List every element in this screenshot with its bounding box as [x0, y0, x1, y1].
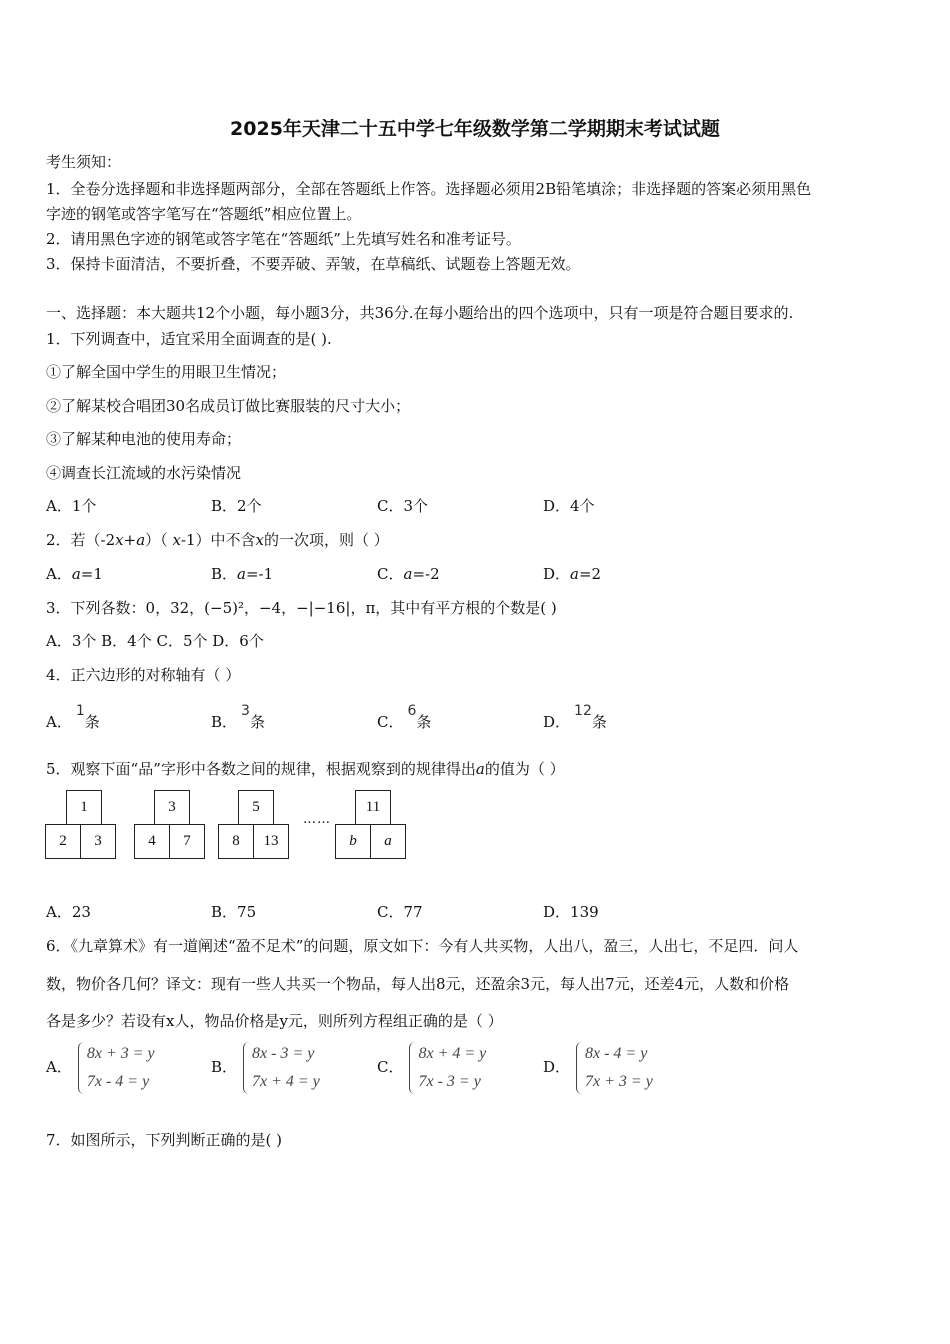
pin-4-top: 11: [355, 790, 391, 825]
question-4-option-d: D．12条: [543, 703, 607, 731]
pin-3-top: 5: [238, 790, 274, 825]
question-2-option-d: D．a=2: [543, 565, 602, 583]
question-1-statement-4: ④调查长江流域的水污染情况: [46, 464, 242, 482]
question-5-stem: 5．观察下面“品”字形中各数之间的规律，根据观察到的规律得出a的值为（ ）: [46, 760, 565, 778]
question-6-line-2: 数，物价各几何？译文：现有一些人共买一个物品，每人出8元，还盈余3元，每人出7元，还差4元，人数和价格: [46, 975, 790, 993]
q5-var-a: a: [475, 760, 485, 778]
question-1-stem: 1．下列调查中，适宜采用全面调查的是( ).: [46, 330, 332, 348]
q2-var-x: x: [115, 531, 124, 549]
q2-plus: +: [123, 531, 137, 549]
page-title: 2025年天津二十五中学七年级数学第二学期期末考试试题: [230, 118, 720, 140]
question-5-option-a: A．23: [46, 903, 91, 921]
question-5-option-c: C．77: [377, 903, 423, 921]
pin-4-right: a: [370, 824, 406, 859]
equation-system: 8x - 4 = y 7x + 3 = y: [576, 1040, 653, 1096]
question-6-option-a: A． 8x + 3 = y 7x - 4 = y: [46, 1040, 155, 1096]
pin-1-left: 2: [45, 824, 81, 859]
question-1-statement-2: ②了解某校合唱团30名成员订做比赛服装的尺寸大小；: [46, 397, 411, 415]
question-4-option-b: B．3条: [211, 703, 265, 731]
question-5-option-d: D．139: [543, 903, 599, 921]
q2-var-x3: x: [255, 531, 264, 549]
question-6-option-b: B． 8x - 3 = y 7x + 4 = y: [211, 1040, 320, 1096]
pin-1-right: 3: [80, 824, 116, 859]
ellipsis: ……: [303, 812, 331, 827]
question-2-option-a: A．a=1: [46, 565, 103, 583]
question-1-option-b: B．2个: [211, 497, 262, 515]
question-2-option-c: C．a=-2: [377, 565, 440, 583]
notice-item-1-cont: 字迹的钢笔或答字笔写在“答题纸”相应位置上。: [46, 205, 362, 223]
question-5-option-b: B．75: [211, 903, 257, 921]
question-3-options: A．3个 B．4个 C．5个 D．6个: [46, 632, 264, 650]
question-4-stem: 4．正六边形的对称轴有（ ）: [46, 666, 241, 684]
question-2-option-b: B．a=-1: [211, 565, 274, 583]
question-2-stem: [46, 529, 389, 550]
equation-system: 8x + 3 = y 7x - 4 = y: [78, 1040, 155, 1096]
q2-paren: ）（: [145, 531, 173, 549]
notice-item-1: 1．全卷分选择题和非选择题两部分，全部在答题纸上作答。选择题必须用2B铅笔填涂；非选择题的答案必须用黑色: [46, 180, 812, 198]
question-1-option-a: A．1个: [46, 497, 97, 515]
notice-item-2: 2．请用黑色字迹的钢笔或答字笔在“答题纸”上先填写姓名和准考证号。: [46, 230, 521, 248]
pin-4-left: b: [335, 824, 371, 859]
notice-item-3: 3．保持卡面清洁，不要折叠，不要弄破、弄皱，在草稿纸、试题卷上答题无效。: [46, 255, 581, 273]
question-6-option-d: D． 8x - 4 = y 7x + 3 = y: [543, 1040, 653, 1096]
equation-system: 8x - 3 = y 7x + 4 = y: [243, 1040, 320, 1096]
q2-var-x2: x: [172, 531, 181, 549]
question-6-line-3: 各是多少？若设有x人，物品价格是y元，则所列方程组正确的是（ ）: [46, 1012, 503, 1030]
equation-system: 8x + 4 = y 7x - 3 = y: [409, 1040, 486, 1096]
question-4-option-a: A．1条: [46, 703, 100, 731]
q2-var-a: a: [136, 531, 146, 549]
question-1-statement-3: ③了解某种电池的使用寿命；: [46, 430, 242, 448]
q2-text-3: 的一次项，则（ ）: [264, 531, 389, 549]
question-3-stem: 3．下列各数：0，32，(−5)²，−4，−|−16|，π，其中有平方根的个数是( ): [46, 599, 557, 617]
q2-text: 2．若（-2: [46, 531, 116, 549]
q2-text-2: -1）中不含: [180, 531, 256, 549]
pin-1-top: 1: [66, 790, 102, 825]
notice-heading: 考生须知：: [46, 153, 122, 171]
question-1-option-c: C．3个: [377, 497, 429, 515]
question-1-statement-1: ①了解全国中学生的用眼卫生情况；: [46, 363, 287, 381]
question-1-option-d: D．4个: [543, 497, 595, 515]
question-7-stem: 7．如图所示，下列判断正确的是( ): [46, 1131, 283, 1149]
pin-3-right: 13: [253, 824, 289, 859]
question-6-line-1: 6．《九章算术》有一道阐述“盈不足术”的问题，原文如下：今有人共买物，人出八，盈三，人出七，不足四．问人: [46, 937, 799, 955]
pin-2-top: 3: [154, 790, 190, 825]
pin-2-left: 4: [134, 824, 170, 859]
question-4-option-c: C．6条: [377, 703, 432, 731]
pin-2-right: 7: [169, 824, 205, 859]
pin-3-left: 8: [218, 824, 254, 859]
question-6-option-c: C． 8x + 4 = y 7x - 3 = y: [377, 1040, 486, 1096]
section-heading: 一、选择题：本大题共12个小题，每小题3分，共36分.在每小题给出的四个选项中，只有一项是符合题目要求的.: [46, 304, 794, 322]
